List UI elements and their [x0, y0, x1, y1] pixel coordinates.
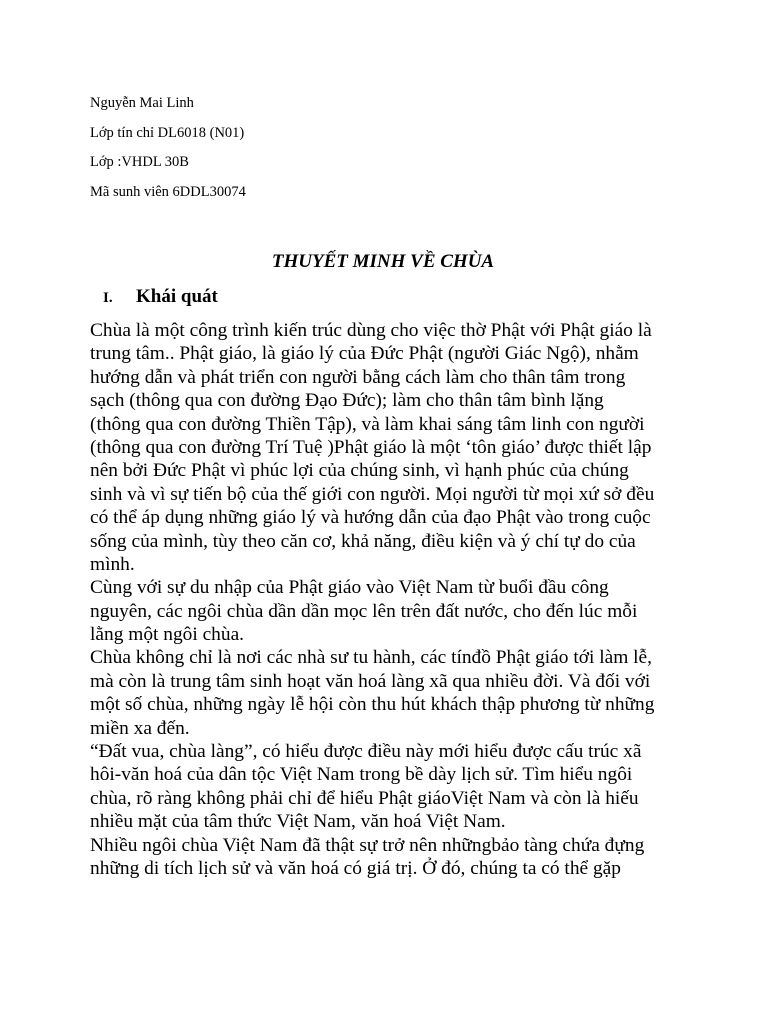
body-line: lằng một ngôi chùa.	[90, 624, 245, 646]
section-heading	[103, 284, 218, 311]
student-name: Nguyễn Mai Linh	[90, 95, 194, 111]
credit-class: Lớp tín chỉ DL6018 (N01)	[90, 124, 245, 141]
section-title: Khái quát	[136, 286, 218, 307]
body-line: miền xa đến.	[90, 717, 190, 739]
student-info-header	[90, 92, 690, 210]
section-number: I.	[103, 290, 113, 306]
body-line: những di tích lịch sử và văn hoá có giá trị. Ở đó, chúng ta có thể gặp	[90, 857, 621, 879]
class-name: Lớp :VHDL 30B	[90, 154, 189, 171]
body-line: một số chùa, những ngày lễ hội còn thu hút khách thập phương từ những	[90, 694, 655, 716]
body-line: Chùa không chỉ là nơi các nhà sư tu hành, các tínđồ Phật giáo tới làm lễ,	[90, 647, 652, 669]
body-line: “Đất vua, chùa làng”, có hiểu được điều này mới hiểu được cấu trúc xã	[90, 741, 642, 763]
body-line: nên bởi Đức Phật vì phúc lợi của chúng sinh, vì hạnh phúc của chúng	[90, 460, 629, 482]
body-line: Chùa là một công trình kiến trúc dùng cho việc thờ Phật với Phật giáo là	[90, 320, 652, 341]
body-line: Cùng với sự du nhập của Phật giáo vào Việt Nam từ buổi đầu công	[90, 577, 609, 599]
body-line: (thông qua con đường Thiền Tập), và làm khai sáng tâm linh con người	[90, 413, 645, 435]
body-line: sinh và vì sự tiến bộ của thế giới con người. Mọi người từ mọi xứ sở đều	[90, 483, 655, 505]
body-line: mà còn là trung tâm sinh hoạt văn hoá làng xã qua nhiều đời. Và đối với	[90, 670, 651, 692]
body-line: sạch (thông qua con đường Đạo Đức); làm cho thân tâm bình lặng	[90, 390, 604, 412]
body-line: mình.	[90, 553, 135, 575]
body-line: chùa, rõ ràng không phải chỉ để hiểu Phật giáoViệt Nam và còn là hiếu	[90, 787, 639, 809]
body-line: (thông qua con đường Trí Tuệ )Phật giáo là một ‘tôn giáo’ được thiết lập	[90, 436, 652, 458]
body-line: trung tâm.. Phật giáo, là giáo lý của Đức Phật (người Giác Ngộ), nhằm	[90, 343, 639, 365]
body-text	[90, 319, 710, 880]
body-line: sống của mình, tùy theo căn cơ, khả năng, điều kiện và ý chí tự do của	[90, 530, 636, 552]
body-line: nhiều mặt của tâm thức Việt Nam, văn hoá Việt Nam.	[90, 811, 506, 833]
student-id: Mã sunh viên 6DDL30074	[90, 183, 246, 200]
body-line: hôi-văn hoá của dân tộc Việt Nam trong bề dày lịch sử. Tìm hiểu ngôi	[90, 764, 633, 786]
body-line: Nhiều ngôi chùa Việt Nam đã thật sự trở nên nhữngbảo tàng chứa đựng	[90, 834, 645, 856]
body-line: nguyên, các ngôi chùa dần dần mọc lên trên đất nước, cho đến lúc mỗi	[90, 600, 638, 622]
body-line: có thể áp dụng những giáo lý và hướng dẫn của đạo Phật vào trong cuộc	[90, 507, 651, 529]
body-line: hướng dẫn và phát triển con người bằng cách làm cho thân tâm trong	[90, 366, 626, 388]
document-title: THUYẾT MINH VỀ CHÙA	[271, 251, 495, 272]
